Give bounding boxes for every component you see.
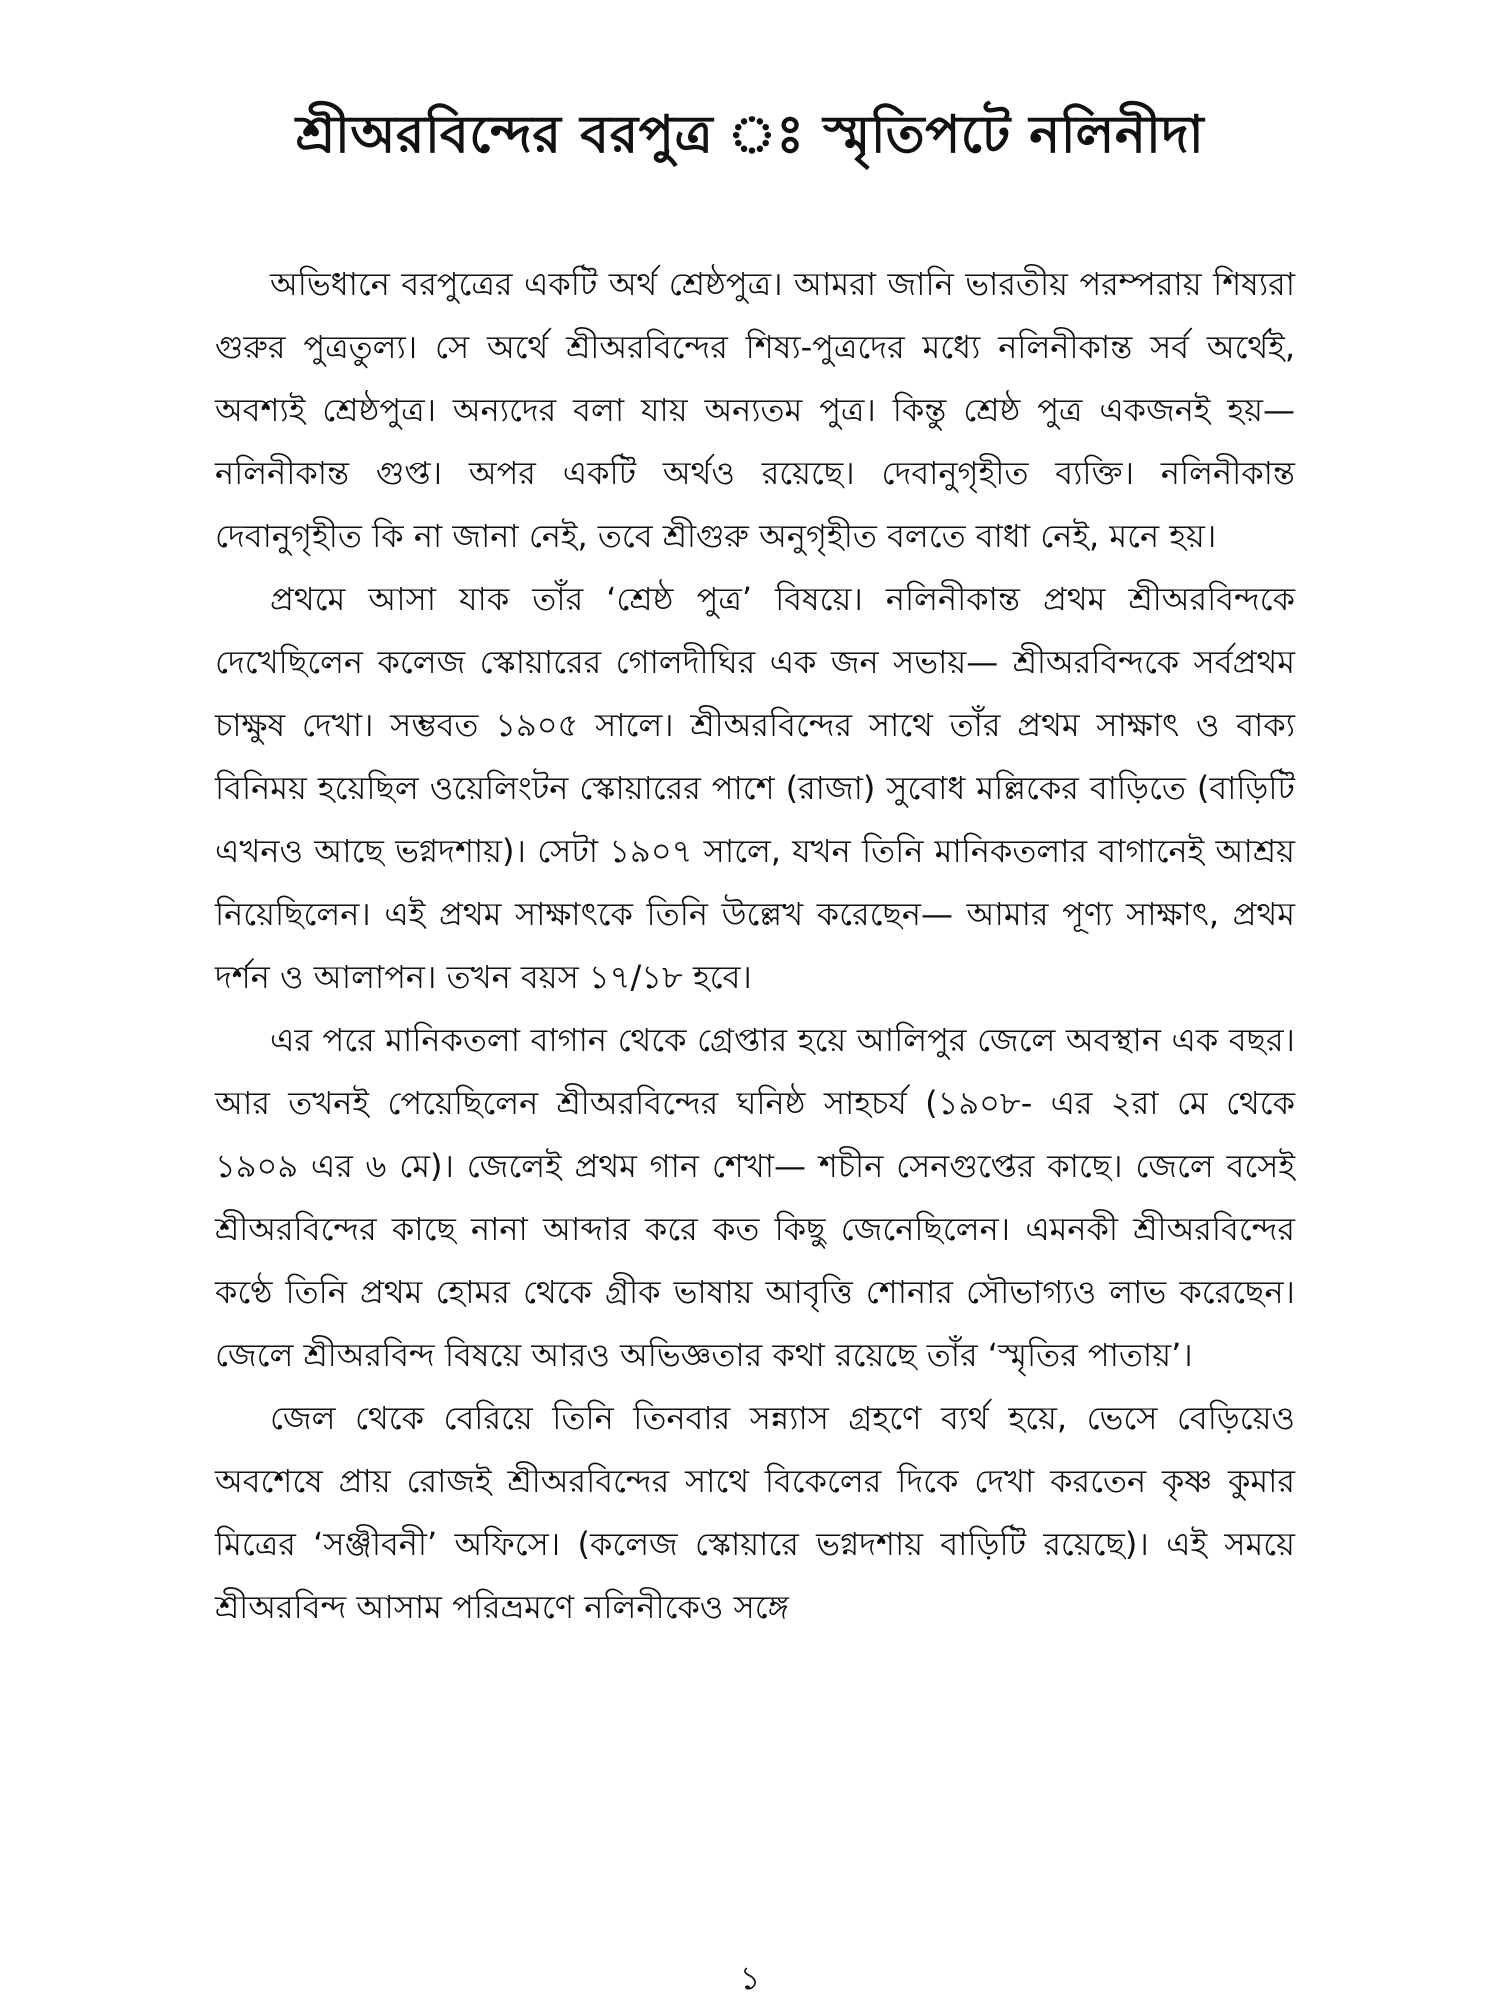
paragraph-3: এর পরে মানিকতলা বাগান থেকে গ্রেপ্তার হয়ে আলিপুর জেলে অবস্থান এক বছর। আর তখনই পেয়েছিলেন শ্রীঅরবিন্দের ঘনিষ্ঠ সাহচর্য (১৯০৮- এর ২রা মে থেকে ১৯০৯ এর ৬ মে)। জেলেই প্রথম গান শেখা— শচীন সেনগুপ্তের কাছে। জেলে বসেই শ্রীঅরবিন্দের কাছে নানা আব্দার করে কত কিছু জেনেছিলেন। এমনকী শ্রীঅরবিন্দের কণ্ঠে তিনি প্রথম হোমর থেকে গ্রীক ভাষায় আবৃত্তি শোনার সৌভাগ্যও লাভ করেছেন। জেলে শ্রীঅরবিন্দ বিষয়ে আরও অভিজ্ঞতার কথা রয়েছে তাঁর ‘স্মৃতির পাতায়’। [215,1021,1295,1374]
page-number: ১ [739,1959,761,1997]
page-title: শ্রীঅরবিন্দের বরপুত্র ঃ স্মৃতিপটে নলিনীদা [295,105,1205,165]
paragraph-4: জেল থেকে বেরিয়ে তিনি তিনবার সন্ন্যাস গ্রহণে ব্যর্থ হয়ে, ভেসে বেড়িয়েও অবশেষে প্রায় রোজই শ্রীঅরবিন্দের সাথে বিকেলের দিকে দেখা করতেন কৃষ্ণ কুমার মিত্রের ‘সঞ্জীবনী’ অফিসে। (কলেজ স্কোয়ারে ভগ্নদশায় বাড়িটি রয়েছে)। এই সময়ে শ্রীঅরবিন্দ আসাম পরিভ্রমণে নলিনীকেও সঙ্গে [215,1399,1295,1626]
paragraph-2: প্রথমে আসা যাক তাঁর ‘শ্রেষ্ঠ পুত্র’ বিষয়ে। নলিনীকান্ত প্রথম শ্রীঅরবিন্দকে দেখেছিলেন কলেজ স্কোয়ারের গোলদীঘির এক জন সভায়— শ্রীঅরবিন্দকে সর্বপ্রথম চাক্ষুষ দেখা। সম্ভবত ১৯০৫ সালে। শ্রীঅরবিন্দের সাথে তাঁর প্রথম সাক্ষাৎ ও বাক্য বিনিময় হয়েছিল ওয়েলিংটন স্কোয়ারের পাশে (রাজা) সুবোধ মল্লিকের বাড়িতে (বাড়িটি এখনও আছে ভগ্নদশায়)। সেটা ১৯০৭ সালে, যখন তিনি মানিকতলার বাগানেই আশ্রয় নিয়েছিলেন। এই প্রথম সাক্ষাৎকে তিনি উল্লেখ করেছেন— আমার পূণ্য সাক্ষাৎ, প্রথম দর্শন ও আলাপন। তখন বয়স ১৭/১৮ হবে। [215,580,1295,996]
paragraph-1: অভিধানে বরপুত্রের একটি অর্থ শ্রেষ্ঠপুত্র। আমরা জানি ভারতীয় পরম্পরায় শিষ্যরা গুরুর পুত্রতুল্য। সে অর্থে শ্রীঅরবিন্দের শিষ্য-পুত্রদের মধ্যে নলিনীকান্ত সর্ব অর্থেই, অবশ্যই শ্রেষ্ঠপুত্র। অন্যদের বলা যায় অন্যতম পুত্র। কিন্তু শ্রেষ্ঠ পুত্র একজনই হয়— নলিনীকান্ত গুপ্ত। অপর একটি অর্থও রয়েছে। দেবানুগৃহীত ব্যক্তি। নলিনীকান্ত দেবানুগৃহীত কি না জানা নেই, তবে শ্রীগুরু অনুগৃহীত বলতে বাধা নেই, মনে হয়। [215,265,1295,555]
body-text [215,253,1295,1639]
